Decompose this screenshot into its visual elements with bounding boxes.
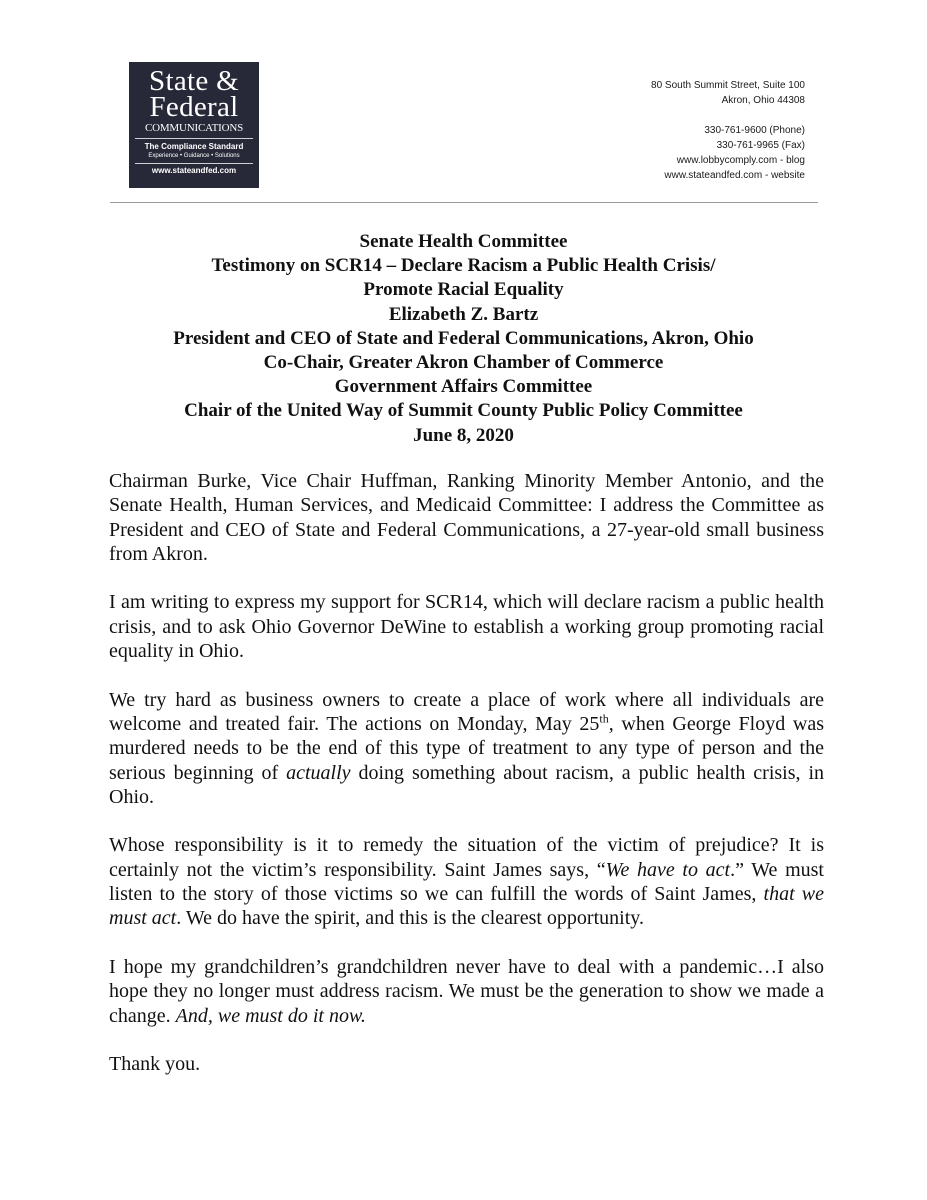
blog-link[interactable]: www.lobbycomply.com - blog [676,155,805,166]
address-line-1: 80 South Summit Street, Suite 100 [651,80,805,91]
paragraph-5-italic: And, we must do it now. [175,1004,366,1027]
logo-website: www.stateandfed.com [151,166,237,175]
logo-rule-top [135,138,253,139]
paragraph-5 [109,955,824,1028]
paragraph-3 [109,688,824,809]
cochair-line-1: Co-Chair, Greater Akron Chamber of Commerce [263,352,664,374]
logo-line-communications: COMMUNICATIONS [144,122,244,134]
logo-tagline: The Compliance Standard [144,142,244,151]
document-heading [60,230,867,448]
logo-values: Experience • Guidance • Solutions [148,153,240,159]
testimony-date: June 8, 2020 [413,424,514,446]
paragraph-3-italic: actually [286,761,351,784]
logo-rule-bottom [135,163,253,164]
testimony-title-line-1: Testimony on SCR14 – Declare Racism a Public Health Crisis/ [211,255,716,277]
phone-number: 330-761-9600 (Phone) [704,125,805,136]
paragraph-4 [109,833,824,930]
paragraph-4-part-b: .” We must listen to the story of those victims so we can fulfill the words of Saint James, [109,858,824,906]
paragraph-4-italic-2: that we must act [109,883,824,930]
address-line-2: Akron, Ohio 44308 [721,95,805,106]
paragraph-3-part-c: doing something about racism, a public health crisis, in Ohio. [109,761,825,808]
fax-number: 330-761-9965 (Fax) [716,140,805,151]
testimony-title-line-2: Promote Racial Equality [363,279,564,301]
paragraph-5-part-a: I hope my grandchildren’s grandchildren never have to deal with a pandemic…I also hope they no longer must address racism. We must be the generation to show we made a change. [109,955,824,1027]
paragraph-3-superscript: th [599,711,609,726]
contact-spacer [651,108,805,123]
logo-line-state: State & [149,65,239,97]
chair-line: Chair of the United Way of Summit County Public Policy Committee [184,400,743,422]
paragraph-4-italic-1: We have to act [605,858,731,881]
author-title: President and CEO of State and Federal Communications, Akron, Ohio [173,327,754,349]
cochair-line-2: Government Affairs Committee [334,376,593,398]
website-link[interactable]: www.stateandfed.com - website [664,170,805,181]
testimony-body [109,469,824,1101]
committee-title: Senate Health Committee [359,231,568,252]
paragraph-3-part-b: , when George Floyd was murdered needs to be the end of this type of treatment to any type of person and the serious beginning of [109,712,824,784]
author-name: Elizabeth Z. Bartz [388,303,539,325]
paragraph-4-part-c: . We do have the spirit, and this is the clearest opportunity. [176,907,644,930]
paragraph-1: Chairman Burke, Vice Chair Huffman, Ranking Minority Member Antonio, and the Senate Health, Human Services, and Medicaid Committee: I address the Committee as President and CEO of State and Federal Communications, a 27-year-old small business from Akron. [109,470,824,565]
closing-line: Thank you. [109,1053,201,1076]
logo-line-federal: Federal [149,91,239,123]
paragraph-4-part-a: Whose responsibility is it to remedy the situation of the victim of prejudice? It is certainly not the victim’s responsibility. Saint James says, “ [109,834,824,881]
paragraph-3-part-a: We try hard as business owners to create a place of work where all individuals are welcome and treated fair. The actions on Monday, May 25 [109,688,824,735]
paragraph-2: I am writing to express my support for SCR14, which will declare racism a public health crisis, and to ask Ohio Governor DeWine to establish a working group promoting racial equality in Ohio. [109,591,824,663]
company-logo [129,62,259,188]
header-divider [110,202,818,203]
contact-block [651,78,805,183]
